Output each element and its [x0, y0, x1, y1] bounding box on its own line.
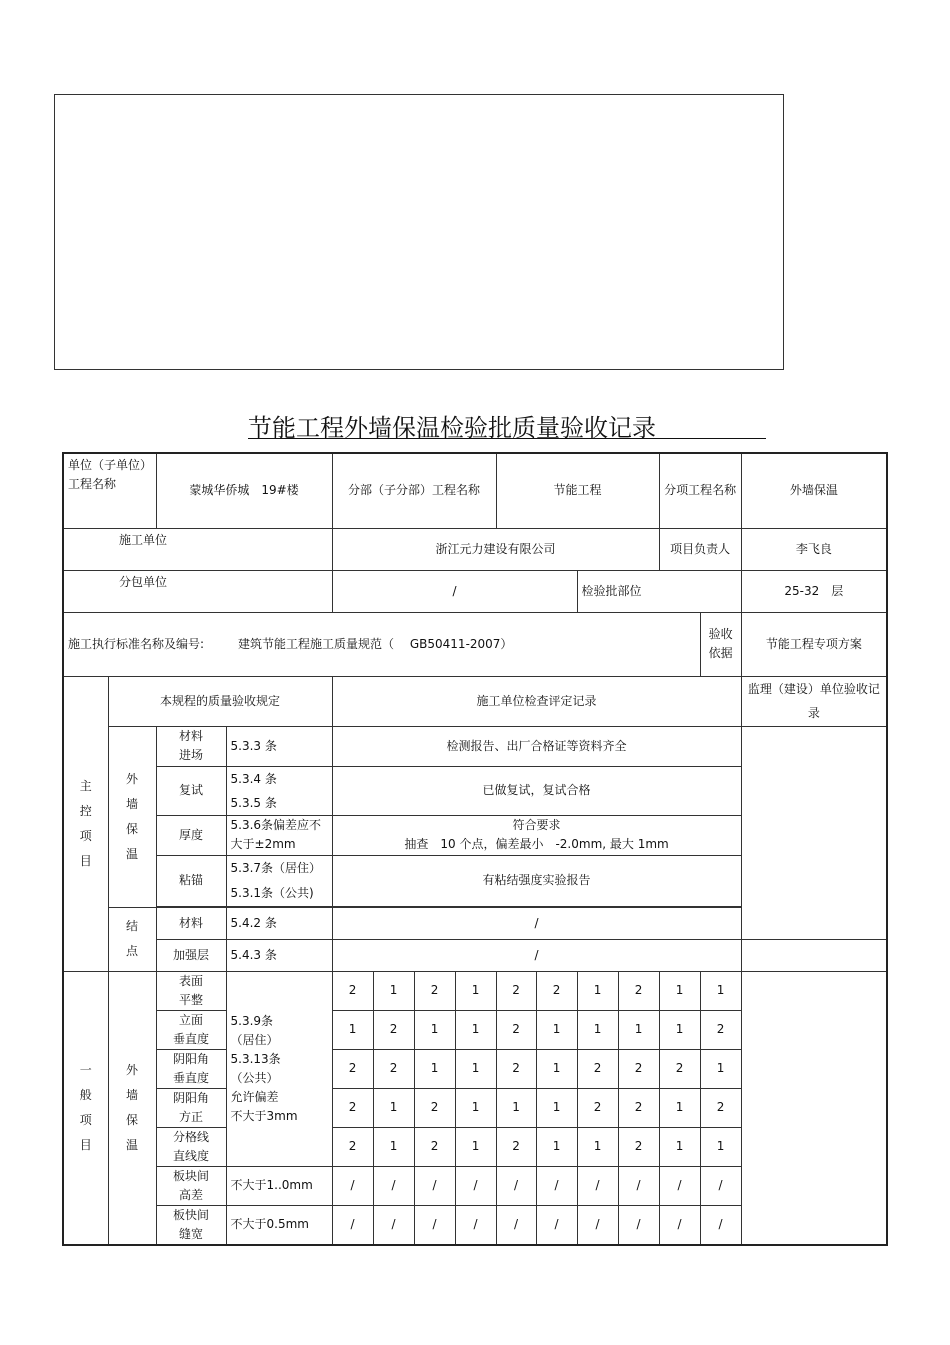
value-cell: / — [455, 1166, 496, 1205]
supervisor-record-joint — [741, 939, 887, 971]
value-cell: 2 — [373, 1010, 414, 1049]
main-item: 粘锚 — [156, 855, 226, 906]
value-cell: 1 — [455, 1088, 496, 1127]
subcontractor-label: 分包单位 — [63, 570, 332, 612]
title-underline — [248, 438, 766, 439]
value-cell: 1 — [414, 1010, 455, 1049]
unit-name-value: 蒙城华侨城 19#楼 — [156, 453, 332, 528]
inspection-record-table — [62, 452, 888, 1246]
general-clause: 不大于0.5mm — [226, 1205, 332, 1245]
main-control-label: 主 控 项 目 — [63, 676, 108, 971]
value-cell: 1 — [536, 1049, 577, 1088]
value-cell: 1 — [577, 1127, 618, 1166]
value-cell: 1 — [659, 1127, 700, 1166]
value-cell: 2 — [700, 1088, 741, 1127]
value-cell: 2 — [618, 1088, 659, 1127]
value-cell: 1 — [414, 1049, 455, 1088]
value-cell: 2 — [496, 1010, 536, 1049]
value-cell: / — [618, 1166, 659, 1205]
value-cell: / — [536, 1166, 577, 1205]
value-cell: / — [414, 1205, 455, 1245]
spec-column-header: 本规程的质量验收规定 — [108, 676, 332, 726]
value-cell: 1 — [373, 1127, 414, 1166]
value-cell: 2 — [496, 1049, 536, 1088]
main-record: 有粘结强度实验报告 — [332, 855, 741, 906]
value-cell: / — [496, 1166, 536, 1205]
standard-row — [63, 612, 700, 676]
value-cell: / — [659, 1166, 700, 1205]
value-cell: 2 — [332, 971, 373, 1010]
value-cell: 2 — [496, 1127, 536, 1166]
main-item: 材料 — [156, 907, 226, 939]
value-cell: 2 — [659, 1049, 700, 1088]
main-clause: 5.3.7条（居住） 5.3.1条（公共) — [226, 855, 332, 906]
main-record: / — [332, 939, 741, 971]
value-cell: 1 — [536, 1010, 577, 1049]
value-cell: 2 — [618, 1127, 659, 1166]
main-record: / — [332, 907, 741, 939]
value-cell: 1 — [700, 1049, 741, 1088]
contractor-value: 浙江元力建设有限公司 — [332, 528, 659, 570]
supervisor-record-main — [741, 726, 887, 939]
value-cell: / — [373, 1166, 414, 1205]
value-cell: / — [536, 1205, 577, 1245]
value-cell: 2 — [618, 1049, 659, 1088]
value-cell: 1 — [373, 1088, 414, 1127]
value-cell: 1 — [332, 1010, 373, 1049]
general-item: 分格线 直线度 — [156, 1127, 226, 1166]
general-item: 阴阳角 垂直度 — [156, 1049, 226, 1088]
value-cell: / — [577, 1205, 618, 1245]
main-record: 符合要求 抽查 10 个点，偏差最小 -2.0mm, 最大 1mm — [332, 815, 741, 855]
value-cell: 2 — [332, 1088, 373, 1127]
value-cell: 2 — [414, 1088, 455, 1127]
value-cell: 2 — [618, 971, 659, 1010]
main-clause: 5.4.2 条 — [226, 907, 332, 939]
unit-name-label: 单位（子单位）工程名称 — [63, 453, 156, 528]
value-cell: / — [332, 1205, 373, 1245]
value-cell: / — [700, 1166, 741, 1205]
supervisor-column-header: 监理（建设）单位验收记录 — [741, 676, 887, 726]
value-cell: / — [618, 1205, 659, 1245]
value-cell: / — [373, 1205, 414, 1245]
main-item: 加强层 — [156, 939, 226, 971]
main-record: 已做复试，复试合格 — [332, 766, 741, 815]
check-column-header: 施工单位检查评定记录 — [332, 676, 741, 726]
value-cell: 1 — [373, 971, 414, 1010]
value-cell: 2 — [414, 1127, 455, 1166]
value-cell: 2 — [700, 1010, 741, 1049]
general-item: 阴阳角 方正 — [156, 1088, 226, 1127]
value-cell: 1 — [577, 971, 618, 1010]
value-cell: / — [659, 1205, 700, 1245]
value-cell: 1 — [659, 1088, 700, 1127]
value-cell: 1 — [455, 971, 496, 1010]
general-clause: 不大于1..0mm — [226, 1166, 332, 1205]
value-cell: 2 — [332, 1127, 373, 1166]
general-item: 表面 平整 — [156, 971, 226, 1010]
value-cell: / — [455, 1205, 496, 1245]
value-cell: / — [700, 1205, 741, 1245]
value-cell: 2 — [577, 1088, 618, 1127]
subitem-name-value: 外墙保温 — [741, 453, 887, 528]
basis-value: 节能工程专项方案 — [741, 612, 887, 676]
supervisor-record-general — [741, 971, 887, 1245]
main-clause: 5.3.4 条 5.3.5 条 — [226, 766, 332, 815]
general-item: 板快间 缝宽 — [156, 1205, 226, 1245]
value-cell: / — [332, 1166, 373, 1205]
page-title: 节能工程外墙保温检验批质量验收记录 — [248, 414, 656, 442]
manager-value: 李飞良 — [741, 528, 887, 570]
value-cell: 1 — [455, 1127, 496, 1166]
value-cell: 1 — [618, 1010, 659, 1049]
main-clause: 5.3.6条偏差应不 大于±2mm — [226, 815, 332, 855]
value-cell: 1 — [455, 1010, 496, 1049]
value-cell: 2 — [332, 1049, 373, 1088]
main-item: 材料 进场 — [156, 726, 226, 766]
value-cell: 1 — [659, 1010, 700, 1049]
location-label: 检验批部位 — [577, 570, 741, 612]
value-cell: 1 — [496, 1088, 536, 1127]
basis-label: 验收依据 — [700, 612, 741, 676]
main-item: 复试 — [156, 766, 226, 815]
value-cell: 2 — [577, 1049, 618, 1088]
blank-frame — [54, 94, 784, 370]
general-item: 板块间 高差 — [156, 1166, 226, 1205]
value-cell: 1 — [455, 1049, 496, 1088]
standard-label: 施工执行标准名称及编号: — [68, 636, 205, 651]
division-name-label: 分部（子分部）工程名称 — [332, 453, 496, 528]
general-wall-group: 外 墙 保 温 — [108, 971, 156, 1245]
value-cell: 1 — [700, 971, 741, 1010]
division-name-value: 节能工程 — [496, 453, 659, 528]
value-cell: / — [577, 1166, 618, 1205]
value-cell: 1 — [659, 971, 700, 1010]
value-cell: 1 — [536, 1088, 577, 1127]
value-cell: 1 — [577, 1010, 618, 1049]
wall-insulation-group: 外 墙 保 温 — [108, 726, 156, 907]
general-items-label: 一 般 项 目 — [63, 971, 108, 1245]
standard-value: 建筑节能工程施工质量规范（ GB50411-2007） — [238, 636, 513, 651]
value-cell: 1 — [536, 1127, 577, 1166]
main-clause: 5.4.3 条 — [226, 939, 332, 971]
value-cell: 1 — [700, 1127, 741, 1166]
value-cell: 2 — [496, 971, 536, 1010]
main-record: 检测报告、出厂合格证等资料齐全 — [332, 726, 741, 766]
value-cell: / — [496, 1205, 536, 1245]
joint-group: 结 点 — [108, 907, 156, 971]
value-cell: 2 — [373, 1049, 414, 1088]
main-item: 厚度 — [156, 815, 226, 855]
main-clause: 5.3.3 条 — [226, 726, 332, 766]
value-cell: / — [414, 1166, 455, 1205]
general-item: 立面 垂直度 — [156, 1010, 226, 1049]
general-shared-clause: 5.3.9条 （居住） 5.3.13条 （公共） 允许偏差 不大于3mm — [226, 971, 332, 1166]
subitem-name-label: 分项工程名称 — [659, 453, 741, 528]
value-cell: 2 — [536, 971, 577, 1010]
contractor-label: 施工单位 — [63, 528, 332, 570]
value-cell: 2 — [414, 971, 455, 1010]
manager-label: 项目负责人 — [659, 528, 741, 570]
subcontractor-value: / — [332, 570, 577, 612]
location-value: 25-32 层 — [741, 570, 887, 612]
